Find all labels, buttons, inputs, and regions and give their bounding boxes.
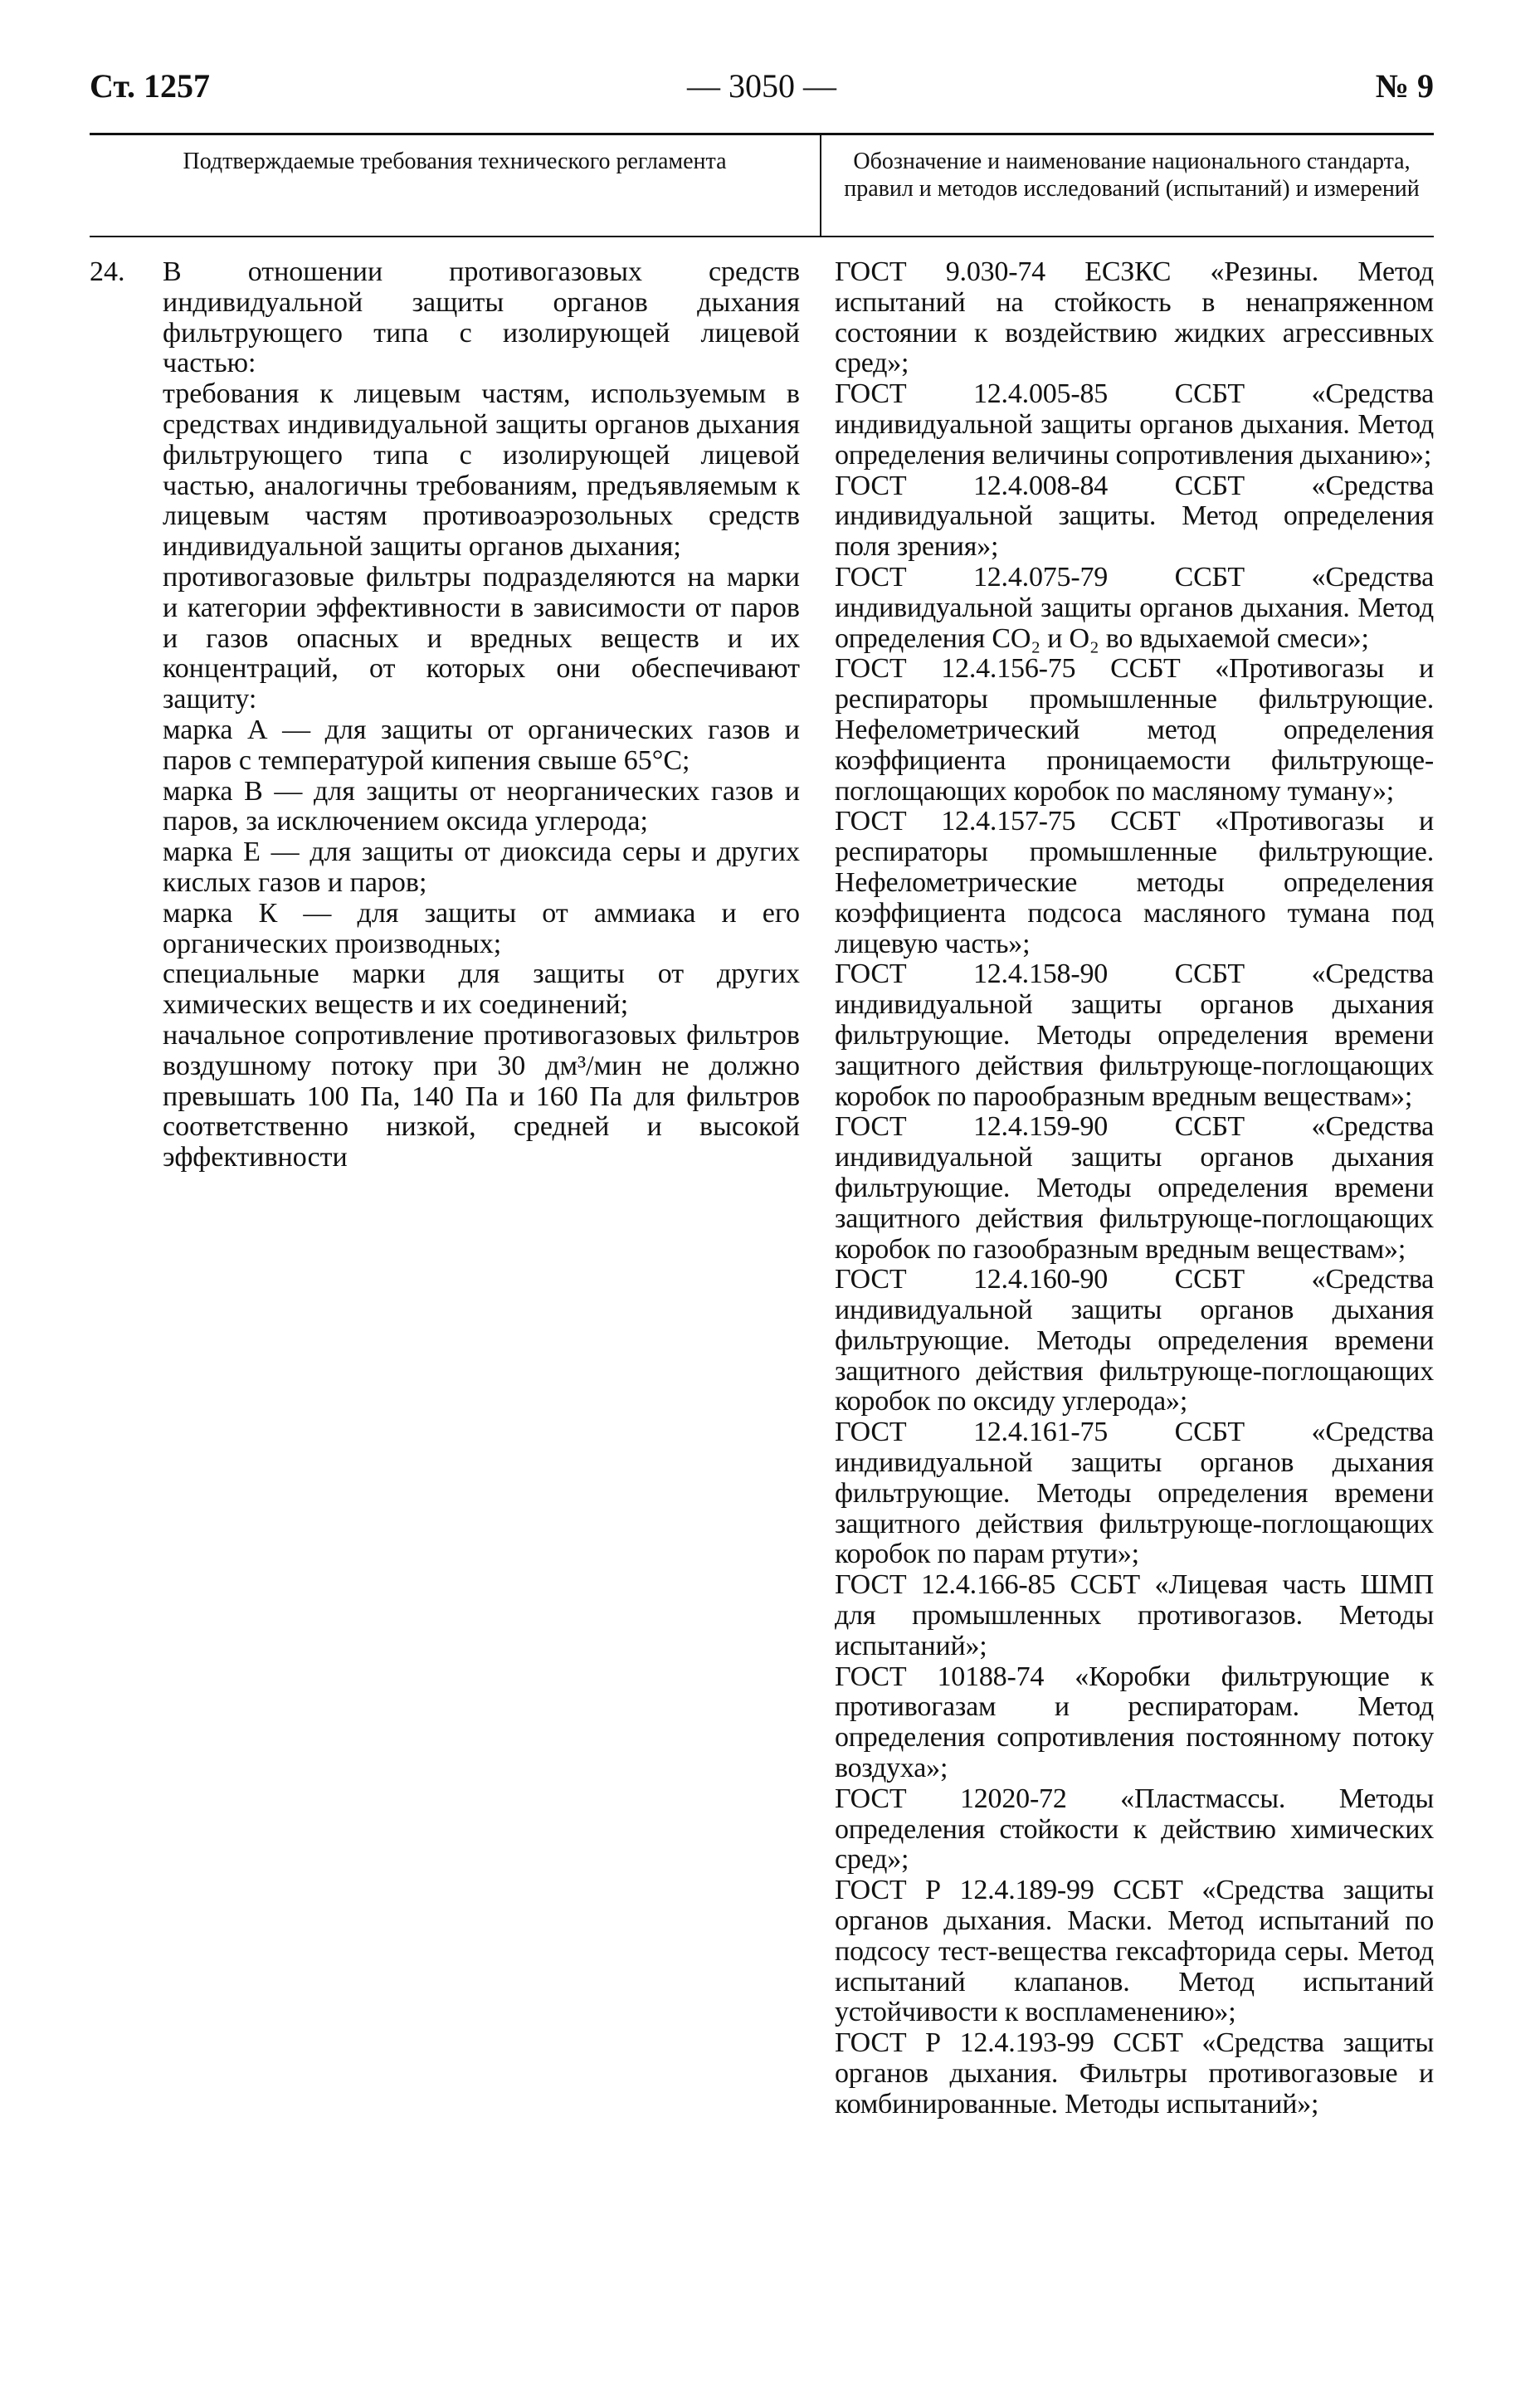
requirements-column (163, 257, 800, 1173)
column-header-standards: Обозначение и наименование национального стандарта, правил и методов исследований (испытаний) и измерений (844, 149, 1420, 202)
standard-entry: ГОСТ 12.4.159-90 ССБТ «Средства индивидуальной защиты органов дыхания фильтрующие. Методы определения времени защитного действия фильтрующе-поглощающих коробок по газообразным вредным веществам»; (835, 1111, 1434, 1265)
standard-entry: ГОСТ 12020-72 «Пластмассы. Методы определения стойкости к действию химических сред»; (835, 1783, 1434, 1876)
standard-entry: ГОСТ 12.4.161-75 ССБТ «Средства индивидуальной защиты органов дыхания фильтрующие. Методы определения времени защитного действия фильтрующе-поглощающих коробок по парам ртути»; (835, 1417, 1434, 1570)
standard-entry: ГОСТ 12.4.075-79 ССБТ «Средства индивидуальной защиты органов дыхания. Метод определения СО₂ и О₂ во вдыхаемой смеси»; (835, 561, 1434, 654)
standard-entry: ГОСТ 12.4.005-85 ССБТ «Средства индивидуальной защиты органов дыхания. Метод определения величины сопротивления дыханию»; (835, 378, 1434, 471)
requirement-paragraph: марка А — для защиты от органических газов и паров с температурой кипения свыше 65°С; (163, 714, 800, 776)
requirement-paragraph: противогазовые фильтры подразделяются на марки и категории эффективности в зависимости от паров и газов опасных и вредных веществ и их концентраций, от которых они обеспечивают защиту: (163, 561, 800, 715)
standard-entry: ГОСТ 12.4.160-90 ССБТ «Средства индивидуальной защиты органов дыхания фильтрующие. Методы определения времени защитного действия фильтрующе-поглощающих коробок по оксиду углерода»; (835, 1264, 1434, 1417)
row-number: 24. (90, 256, 125, 287)
article-number: Ст. 1257 (90, 67, 210, 105)
standard-entry: ГОСТ 12.4.166-85 ССБТ «Лицевая часть ШМП для промышленных противогазов. Методы испытаний»; (835, 1569, 1434, 1661)
column-header-requirements: Подтверждаемые требования технического регламента (183, 149, 727, 174)
header-column-separator (820, 133, 821, 236)
table-top-rule (90, 133, 1434, 135)
standards-column (835, 257, 1434, 2120)
requirement-paragraph: В отношении противогазовых средств индивидуальной защиты органов дыхания фильтрующего типа с изолирующей лицевой частью: (163, 256, 800, 379)
requirement-paragraph: марка В — для защиты от неорганических газов и паров, за исключением оксида углерода; (163, 775, 800, 837)
standard-entry: ГОСТ 12.4.158-90 ССБТ «Средства индивидуальной защиты органов дыхания фильтрующие. Методы определения времени защитного действия фильтрующе-поглощающих коробок по парообразным вредным веществам»; (835, 959, 1434, 1112)
requirement-paragraph: требования к лицевым частям, используемым в средствах индивидуальной защиты органов дыхания фильтрующего типа с изолирующей лицевой частью, аналогичны требованиям, предъявляемым к лицевым частям противоаэрозольных средств индивидуальной защиты органов дыхания; (163, 378, 800, 563)
page-number: — 3050 — (687, 67, 836, 105)
standard-entry: ГОСТ 12.4.157-75 ССБТ «Противогазы и респираторы промышленные фильтрующие. Нефелометрические методы определения коэффициента подсоса масляного тумана под лицевую часть»; (835, 806, 1434, 959)
standard-entry: ГОСТ 12.4.008-84 ССБТ «Средства индивидуальной защиты. Метод определения поля зрения»; (835, 470, 1434, 563)
standard-entry: ГОСТ Р 12.4.193-99 ССБТ «Средства защиты органов дыхания. Фильтры противогазовые и комбинированные. Методы испытаний»; (835, 2027, 1434, 2120)
table-header-rule (90, 236, 1434, 237)
issue-number: № 9 (1375, 67, 1434, 105)
requirement-paragraph: начальное сопротивление противогазовых фильтров воздушному потоку при 30 дм³/мин не должно превышать 100 Па, 140 Па и 160 Па для фильтров соответственно низкой, средней и высокой эффективности (163, 1019, 800, 1173)
standard-entry: ГОСТ 12.4.156-75 ССБТ «Противогазы и респираторы промышленные фильтрующие. Нефелометрический метод определения коэффициента проницаемости фильтрующе-поглощающих коробок по масляному туману»; (835, 653, 1434, 807)
standard-entry: ГОСТ 9.030-74 ЕСЗКС «Резины. Метод испытаний на стойкость в ненапряженном состоянии к воздействию жидких агрессивных сред»; (835, 256, 1434, 379)
requirement-paragraph: марка К — для защиты от аммиака и его органических производных; (163, 897, 800, 959)
standard-entry: ГОСТ Р 12.4.189-99 ССБТ «Средства защиты органов дыхания. Маски. Метод испытаний по подсосу тест-вещества гексафторида серы. Метод испытаний клапанов. Метод испытаний устойчивости к воспламенению»; (835, 1875, 1434, 2028)
requirement-paragraph: марка Е — для защиты от диоксида серы и других кислых газов и паров; (163, 837, 800, 898)
page-header (90, 66, 1434, 120)
requirement-paragraph: специальные марки для защиты от других химических веществ и их соединений; (163, 959, 800, 1021)
standard-entry: ГОСТ 10188-74 «Коробки фильтрующие к противогазам и респираторам. Метод определения сопротивления постоянному потоку воздуха»; (835, 1661, 1434, 1784)
